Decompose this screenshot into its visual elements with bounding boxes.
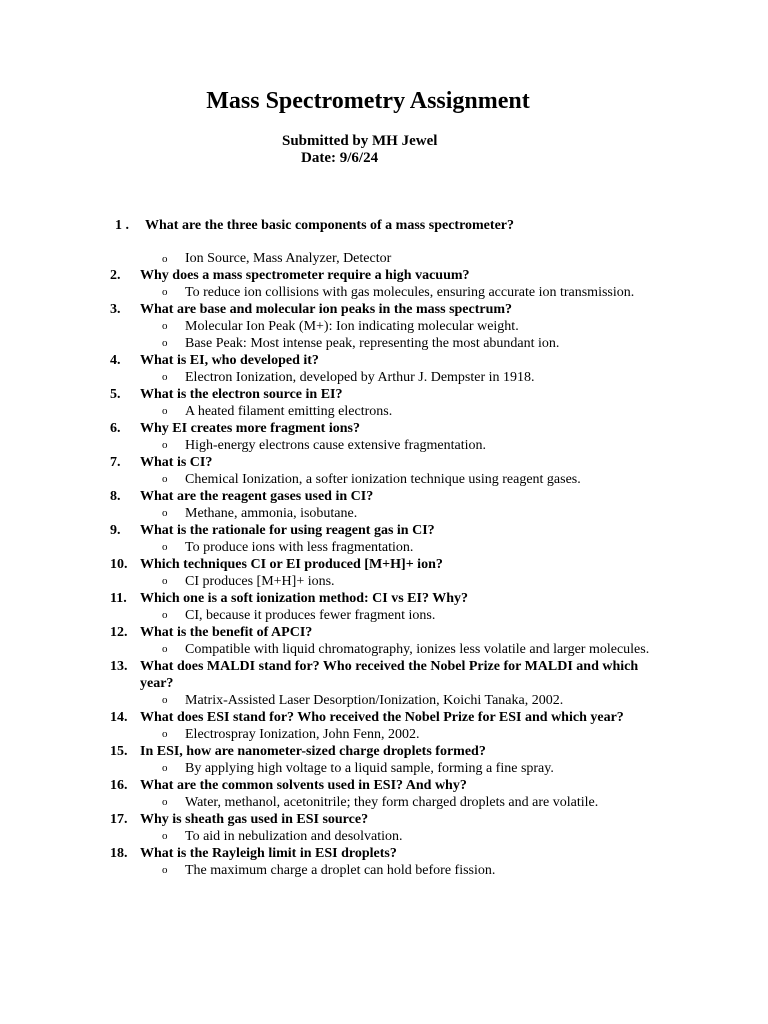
question-text: What is the benefit of APCI? — [140, 625, 313, 640]
question-text: What is the Rayleigh limit in ESI droplets? — [140, 846, 397, 861]
question-text: What is the rationale for using reagent gas in CI? — [140, 523, 435, 538]
question-item — [0, 301, 660, 318]
question-number: 18. — [110, 846, 128, 861]
question-text: What does MALDI stand for? Who received the Nobel Prize for MALDI and which year? — [140, 659, 639, 691]
answer-item — [0, 403, 655, 420]
question-text: What does ESI stand for? Who received the Nobel Prize for ESI and which year? — [140, 710, 624, 725]
answer-item — [0, 794, 655, 811]
question-number: 5. — [110, 387, 121, 402]
answer-item — [0, 505, 655, 522]
answer-item — [0, 318, 655, 335]
bullet-icon: o — [162, 694, 168, 706]
question-number: 16. — [110, 778, 128, 793]
answer-text: To aid in nebulization and desolvation. — [185, 829, 403, 844]
answer-item — [0, 862, 655, 879]
answer-text: Compatible with liquid chromatography, ionizes less volatile and larger molecules. — [185, 642, 650, 657]
answer-item — [0, 471, 655, 488]
question-text: Which techniques CI or EI produced [M+H]+ ion? — [140, 557, 443, 572]
question-item — [0, 777, 660, 794]
answer-text: Ion Source, Mass Analyzer, Detector — [185, 251, 392, 266]
answer-item — [0, 607, 655, 624]
question-text: Why is sheath gas used in ESI source? — [140, 812, 369, 827]
answer-text: The maximum charge a droplet can hold before fission. — [185, 863, 496, 878]
question-item — [0, 488, 660, 505]
question-number: 3. — [110, 302, 121, 317]
answer-item — [0, 726, 655, 743]
question-list — [0, 267, 768, 879]
answer-text: CI produces [M+H]+ ions. — [185, 574, 335, 589]
answer-text: A heated filament emitting electrons. — [185, 404, 393, 419]
bullet-icon: o — [162, 439, 168, 451]
answer-item — [0, 828, 655, 845]
bullet-icon: o — [162, 337, 168, 349]
question-item — [0, 743, 660, 760]
bullet-icon: o — [162, 473, 168, 485]
answer-item — [0, 335, 655, 352]
answer-1 — [162, 250, 391, 268]
answer-text: To produce ions with less fragmentation. — [185, 540, 414, 555]
page-title: Mass Spectrometry Assignment — [206, 88, 530, 114]
question-number: 2. — [110, 268, 121, 283]
question-number: 17. — [110, 812, 128, 827]
question-text: In ESI, how are nanometer-sized charge droplets formed? — [140, 744, 486, 759]
bullet-icon: o — [162, 320, 168, 332]
bullet-icon: o — [162, 728, 168, 740]
question-text: What are the common solvents used in ESI? And why? — [140, 778, 467, 793]
question-number: 9. — [110, 523, 121, 538]
question-text: What are base and molecular ion peaks in the mass spectrum? — [140, 302, 513, 317]
question-item — [0, 658, 660, 692]
answer-text: Matrix-Assisted Laser Desorption/Ionization, Koichi Tanaka, 2002. — [185, 693, 564, 708]
bullet-icon: o — [162, 541, 168, 553]
question-1 — [115, 217, 514, 234]
question-item — [0, 267, 660, 284]
question-number: 13. — [110, 659, 128, 674]
answer-text: Methane, ammonia, isobutane. — [185, 506, 358, 521]
answer-item — [0, 539, 655, 556]
answer-item — [0, 641, 655, 658]
answer-text: Chemical Ionization, a softer ionization technique using reagent gases. — [185, 472, 581, 487]
question-number: 6. — [110, 421, 121, 436]
question-item — [0, 420, 660, 437]
answer-item — [0, 284, 655, 301]
question-number: 15. — [110, 744, 128, 759]
answer-text: Base Peak: Most intense peak, representing the most abundant ion. — [185, 336, 560, 351]
question-item — [0, 352, 660, 369]
question-item — [0, 454, 660, 471]
question-item — [0, 556, 660, 573]
bullet-icon: o — [162, 286, 168, 298]
bullet-icon: o — [162, 371, 168, 383]
answer-text: By applying high voltage to a liquid sample, forming a fine spray. — [185, 761, 554, 776]
answer-text: High-energy electrons cause extensive fragmentation. — [185, 438, 487, 453]
bullet-icon: o — [162, 643, 168, 655]
question-number: 11. — [110, 591, 127, 606]
question-text: What is CI? — [140, 455, 213, 470]
bullet-icon: o — [162, 864, 168, 876]
question-text: Why EI creates more fragment ions? — [140, 421, 360, 436]
question-number: 12. — [110, 625, 128, 640]
question-number: 7. — [110, 455, 121, 470]
answer-text: CI, because it produces fewer fragment ions. — [185, 608, 436, 623]
answer-item — [0, 692, 655, 709]
bullet-icon: o — [162, 796, 168, 808]
bullet-icon: o — [162, 253, 168, 265]
question-number: 10. — [110, 557, 128, 572]
question-text: What are the three basic components of a mass spectrometer? — [145, 218, 514, 233]
question-number: 14. — [110, 710, 128, 725]
bullet-icon: o — [162, 507, 168, 519]
question-item — [0, 709, 660, 726]
answer-text: Electron Ionization, developed by Arthur J. Dempster in 1918. — [185, 370, 535, 385]
answer-item — [0, 437, 655, 454]
question-item — [0, 590, 660, 607]
question-number: 4. — [110, 353, 121, 368]
question-item — [0, 522, 660, 539]
bullet-icon: o — [162, 575, 168, 587]
bullet-icon: o — [162, 405, 168, 417]
question-text: What is EI, who developed it? — [140, 353, 319, 368]
bullet-icon: o — [162, 762, 168, 774]
question-text: What is the electron source in EI? — [140, 387, 343, 402]
question-item — [0, 386, 660, 403]
answer-text: To reduce ion collisions with gas molecules, ensuring accurate ion transmission. — [185, 285, 635, 300]
question-text: Which one is a soft ionization method: CI vs EI? Why? — [140, 591, 469, 606]
date-line: Date: 9/6/24 — [301, 150, 379, 166]
answer-text: Molecular Ion Peak (M+): Ion indicating molecular weight. — [185, 319, 519, 334]
answer-text: Water, methanol, acetonitrile; they form charged droplets and are volatile. — [185, 795, 599, 810]
answer-text: Electrospray Ionization, John Fenn, 2002. — [185, 727, 420, 742]
answer-item — [0, 760, 655, 777]
question-text: Why does a mass spectrometer require a high vacuum? — [140, 268, 470, 283]
question-item — [0, 845, 660, 862]
bullet-icon: o — [162, 830, 168, 842]
question-number: 8. — [110, 489, 121, 504]
question-number: 1 . — [115, 218, 129, 233]
answer-item — [0, 573, 655, 590]
answer-item — [0, 369, 655, 386]
author-line: Submitted by MH Jewel — [282, 133, 438, 149]
question-text: What are the reagent gases used in CI? — [140, 489, 374, 504]
question-item — [0, 811, 660, 828]
bullet-icon: o — [162, 609, 168, 621]
question-item — [0, 624, 660, 641]
